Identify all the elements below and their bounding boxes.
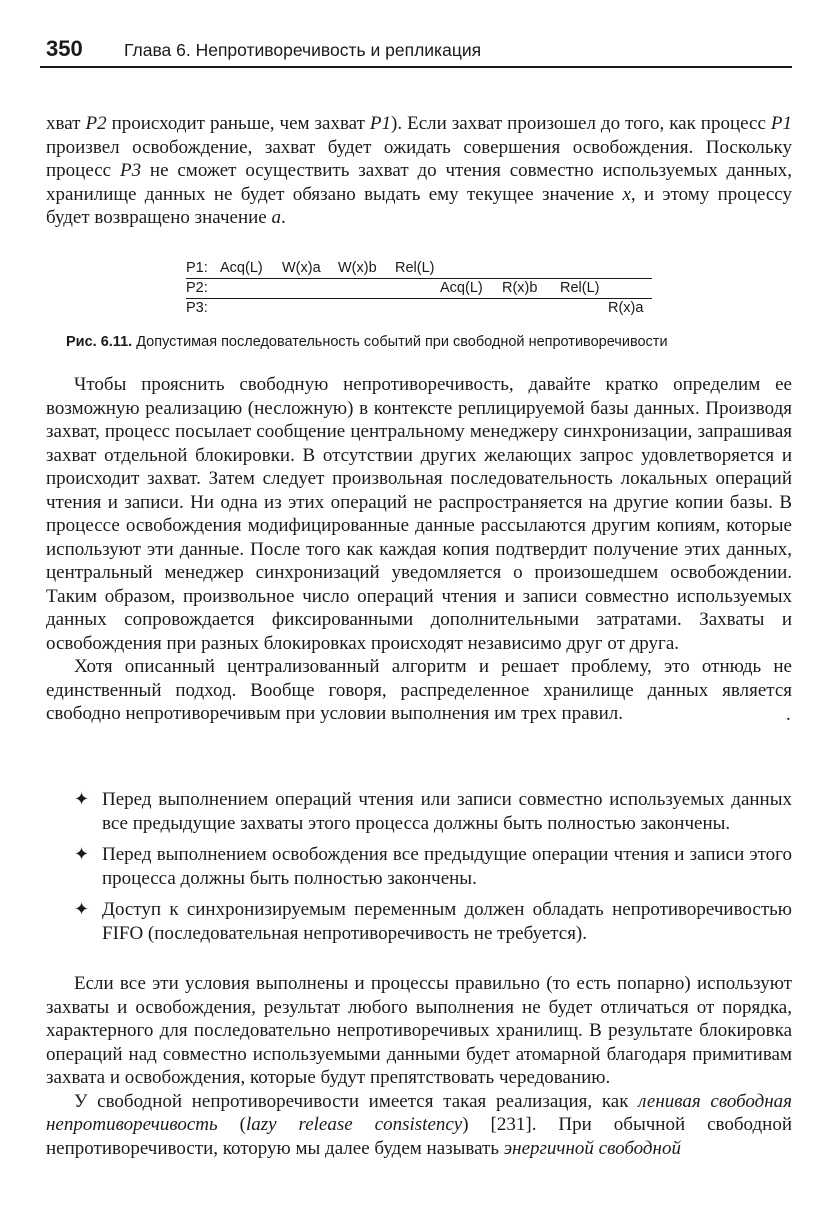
list-item-text: Перед выполнением операций чтения или записи совместно используемых данных все предыдущие захваты этого процесса должны быть полностью закончены. (102, 789, 792, 834)
list-item (46, 788, 792, 835)
list-item (46, 898, 792, 945)
paragraph-text: Хотя описанный централизованный алгоритм и решает проблему, это отнюдь не единственный подход. Вообще говоря, распределенное хранилище данных является свободно непротиворечивым при условии выполнения им трех правил. (46, 656, 792, 724)
diamond-bullet-icon: ✦ (74, 844, 90, 864)
process-label: P3: (186, 300, 208, 316)
text-run: ) [231]. При обычной свободной непротиворечивости, которую мы далее будем называть (46, 1114, 793, 1159)
operation: R(x)b (502, 280, 538, 296)
figure-row-p3 (186, 299, 652, 318)
paragraph-text (46, 1090, 792, 1161)
caption-text: Допустимая последовательность событий при свободной непротиворечивости (136, 334, 668, 350)
running-header (40, 36, 792, 68)
operation: W(x)a (282, 260, 321, 276)
text-run: ( (217, 1114, 246, 1135)
chapter-title: Глава 6. Непротиворечивость и репликация (124, 40, 482, 60)
paragraph-text: Если все эти условия выполнены и процессы правильно (то есть попарно) используют захваты и освобождения, результат любого выполнения не будет отличаться от порядка, характерного для последовательно непротиворечивых хранилищ. В результате блокировка операций над совместно используемыми данными будет атомарной благодаря примитивам захвата и освобождения, которые будут препятствовать чередованию. (46, 973, 792, 1088)
body-text-middle (46, 373, 792, 726)
paragraph-text: Чтобы прояснить свободную непротиворечивость, давайте кратко определим ее возможную реализацию (несложную) в контексте реплицируемой базы данных. Производя захват, процесс посылает сообщение центральному менеджеру синхронизации, запрашивая захват отдельной блокировки. В отсутствии других желающих запрос удовлетворяется и происходит захват. Затем следует произвольная последовательность локальных операций чтения и записи. Ни одна из этих операций не распространяется на другие копии базы. В процессе освобождения модифицированные данные рассылаются другим копиям, которые используют эти данные. После того как каждая копия подтвердит получение этих данных, центральный менеджер синхронизаций уведомляется о произошедшем освобождении. Таким образом, произвольное число операций чтения и записи совместно используемых данных сопровождается фиксированными дополнительными затратами. Захваты и освобождения при разных блокировках происходят независимо друг от друга. (46, 374, 792, 654)
diamond-bullet-icon: ✦ (74, 899, 90, 919)
figure-row-p1 (186, 259, 652, 279)
list-item-text: Перед выполнением освобождения все предыдущие операции чтения и записи этого процесса должны быть полностью закончены. (102, 844, 792, 889)
operation: Acq(L) (440, 280, 483, 296)
figure-row-p2 (186, 279, 652, 299)
operation: Rel(L) (395, 260, 435, 276)
operation: R(x)a (608, 300, 644, 316)
list-item-text: Доступ к синхронизируемым переменным должен обладать непротиворечивостью FIFO (последовательная непротиворечивость не требуется). (102, 899, 792, 944)
body-text-bottom (46, 972, 792, 1160)
diamond-bullet-icon: ✦ (74, 789, 90, 809)
paragraph-text: хват P2 происходит раньше, чем захват P1). Если захват произошел до того, как процесс P1 произвел освобождение, захват будет ожидать совершения освобождения. Поскольку процесс P3 не сможет осуществить захват до чтения совместно используемых данных, хранилище данных не будет обязано выдать ему текущее значение x, и этому процессу будет возвращено значение a. (46, 113, 793, 228)
operation: Acq(L) (220, 260, 263, 276)
process-label: P1: (186, 260, 208, 276)
figure-caption (66, 334, 668, 350)
term-italic: ленивая свободная непротиворечивость (46, 1090, 793, 1135)
stray-mark: . (786, 704, 791, 725)
figure-6-11 (186, 259, 652, 318)
page-number: 350 (46, 36, 83, 61)
paragraph-continuation (46, 112, 792, 230)
text-run: У свободной непротиворечивости имеется такая реализация, как (74, 1090, 639, 1112)
list-item (46, 843, 792, 890)
caption-label: Рис. 6.11. (66, 334, 133, 350)
rules-list (46, 788, 792, 953)
process-label: P2: (186, 280, 208, 296)
term-italic-english: lazy release consistency (245, 1114, 463, 1135)
operation: W(x)b (338, 260, 377, 276)
term-italic: энергичной свободной (503, 1137, 681, 1159)
operation: Rel(L) (560, 280, 600, 296)
